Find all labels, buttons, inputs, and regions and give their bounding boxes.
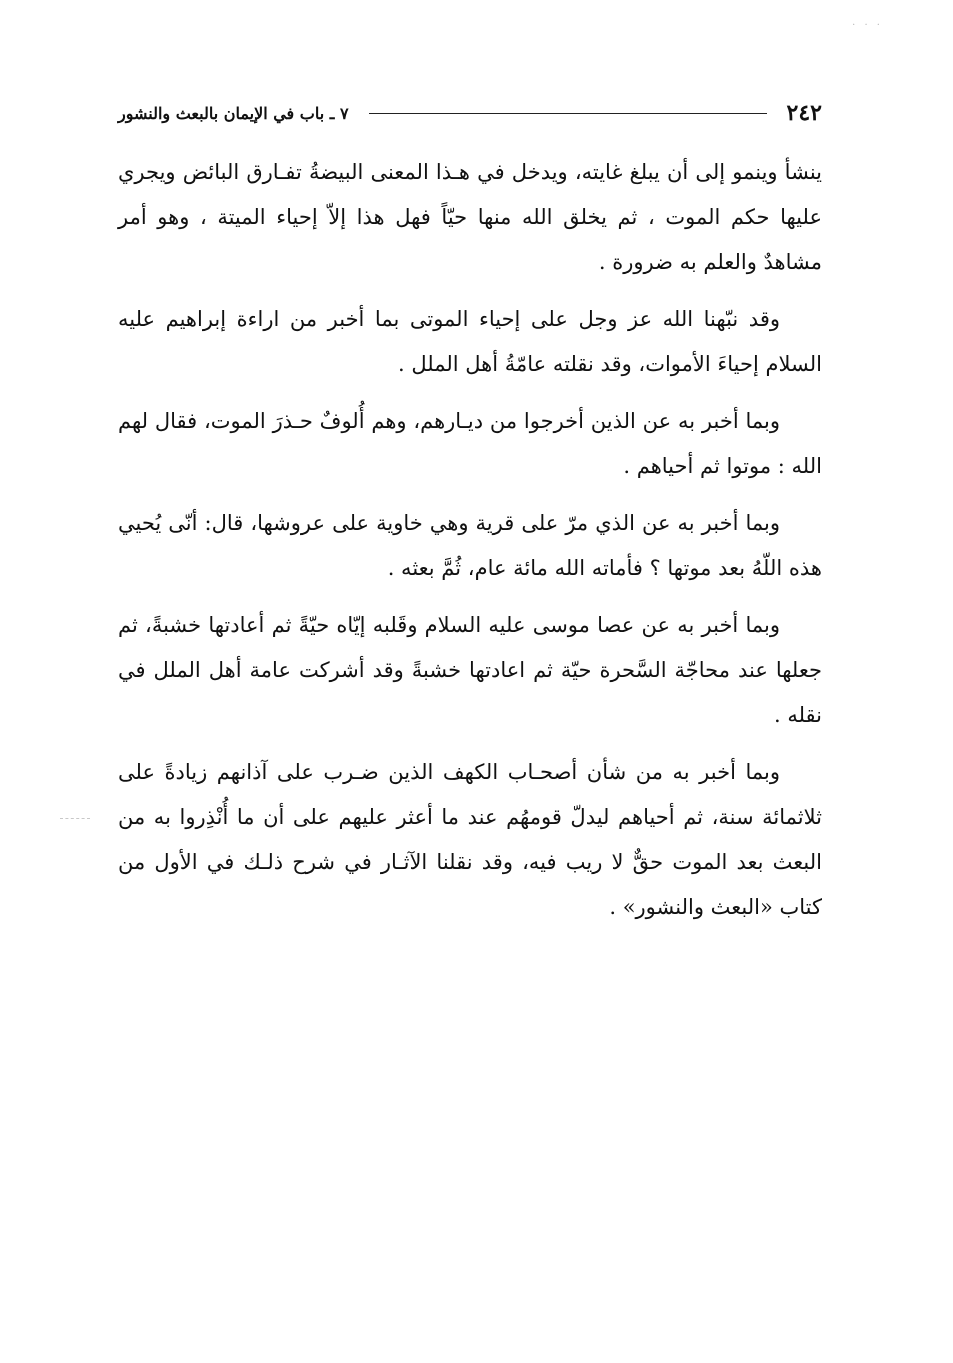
paragraph-2: وقد نبّهنا الله عز وجل على إحياء الموتى بما أخبر من اراءة إبراهيم عليه السلام إحياءَ الأموات، وقد نقلته عامّةُ أهل الملل . <box>118 307 822 376</box>
margin-mark <box>60 818 90 819</box>
body-text <box>118 150 822 942</box>
page-header <box>118 96 822 130</box>
paragraph-6: وبما أخبر به من شأن أصحـاب الكهف الذين ضـرب على آذانهم زيادةً على ثلاثمائة سنة، ثم أحياهم ليدلّ قومهُم عند ما أعثر عليهم على أن ما أُنْذِروا به من البعث بعد الموت حقٌّ لا ريب فيه، وقد نقلنا الآثـار في شرح ذلـك في الأول من كتاب «البعث والنشور» . <box>118 760 822 919</box>
running-title: ٧ ـ باب في الإيمان بالبعث والنشور <box>118 103 349 123</box>
margin-dots: · · · <box>852 20 883 31</box>
paragraph-4: وبما أخبر به عن الذي مرّ على قرية وهي خاوية على عروشها، قال: أنّى يُحيي هذه اللّهُ بعد موتها ؟ فأماته الله مائة عام، ثُمَّ بعثه . <box>118 511 822 580</box>
header-rule <box>369 113 767 114</box>
page-number: ٢٤٢ <box>786 100 822 126</box>
paragraph-1: ينشأ وينمو إلى أن يبلغ غايته، ويدخل في هـذا المعنى البيضةُ تفـارق البائض ويجري عليها حكم الموت ، ثم يخلق الله منها حيّاً فهل هذا إلاّ إحياء الميتة ، وهو أمر مشاهدٌ والعلم به ضرورة . <box>118 160 822 274</box>
paragraph-5: وبما أخبر به عن عصا موسى عليه السلام وقَلبه إيّاه حيّةً ثم أعادتها خشبةً، ثم جعلها عند محاجّة السَّحرة حيّة ثم اعادتها خشبةً وقد أشركت عامة أهل الملل في نقله . <box>118 613 822 727</box>
paragraph-3: وبما أخبر به عن الذين أخرجوا من ديـارهم، وهم أُلوفٌ حـذرَ الموت، فقال لهم الله : موتوا ثم أحياهم . <box>118 409 822 478</box>
